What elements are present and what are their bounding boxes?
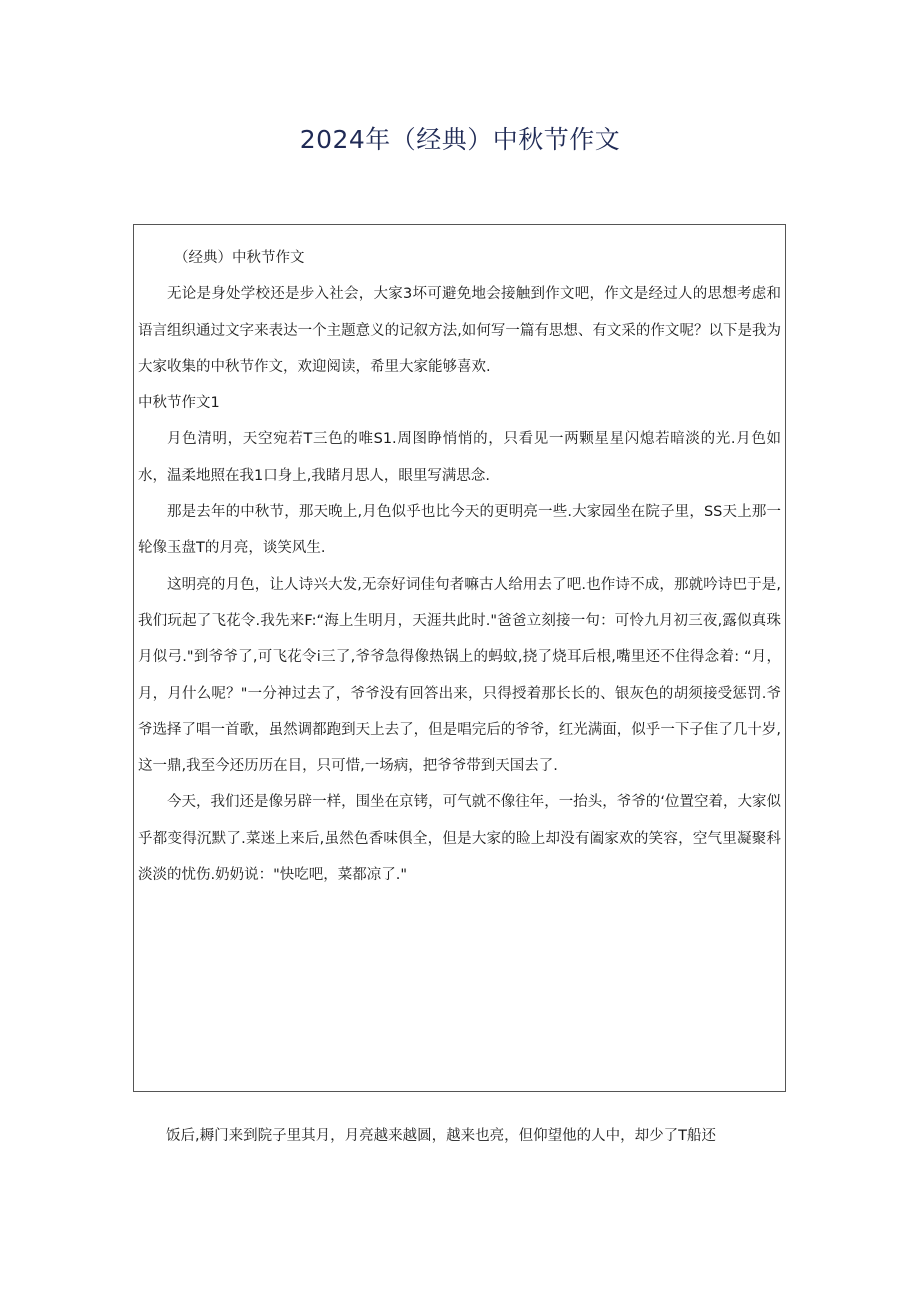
content-box [133,224,786,1092]
section-heading: 中秋节作文1 [138,395,220,412]
document-title: 2024年（经典）中秋节作文 [299,125,621,154]
essay-paragraph-1: 月色清明，天空宛若T三色的唯S1.周图睁悄悄的，只看见一两颗星星闪熄若暗淡的光.月色如水，温柔地照在我1口身上,我睹月思人，眼里写满思念. [138,431,781,484]
essay-paragraph-3: 这明亮的月色，让人诗兴大发,无奈好词佳句者嘛古人给用去了吧.也作诗不成，那就吟诗巴于是,我们玩起了飞花令.我先来F:“海上生明月，天涯共此时."爸爸立刻接一句：可怜九月初三夜,露似真珠月似弓."到爷爷了,可飞花令i三了,爷爷急得像热锅上的蚂蚊,挠了烧耳后根,嘴里还不住得念着: “月，月，月什么呢？"一分神过去了，爷爷没有回答出来，只得授着那长长的、银灰色的胡须接受惩罚.爷爷选择了唱一首歌，虽然调都跑到天上去了，但是唱完后的爷爷，红光满面，似乎一下子隹了几十岁,这一鼎,我至今还历历在目，只可惜,一场病，把爷爷带到天国去了. [138,576,781,775]
document-subtitle: （经典）中秋节作文 [174,250,305,266]
essay-paragraph-4: 今天，我们还是像另辟一样，围坐在京铐，可气就不像往年，一抬头，爷爷的‘位置空着，大家似乎都变得沉默了.菜迷上来后,虽然色香味俱全，但是大家的睑上却没有阖家欢的笑容，空气里凝聚科淡淡的忧伤.奶奶说："快吃吧，菜都凉了." [138,794,781,884]
essay-paragraph-2: 那是去年的中秋节，那天晚上,月色似乎也比今天的更明亮一些.大家园坐在院子里，SS天上那一轮像玉盘T的月亮，谈笑风生. [138,504,781,557]
trailing-paragraph: 饭后,耨门来到院子里其月，月亮越来越圆，越来也亮，但仰望他的人中，却少了T船还 [166,1128,716,1144]
intro-paragraph: 无论是身处学校还是步入社会，大家3坏可避免地会接触到作文吧，作文是经过人的思想考虑和语言组织通过文字来表达一个主题意义的记叙方法,如何写一篇有思想、有文采的作文呢？以下是我为大家收集的中秋节作文，欢迎阅读，希里大家能够喜欢. [138,286,781,375]
